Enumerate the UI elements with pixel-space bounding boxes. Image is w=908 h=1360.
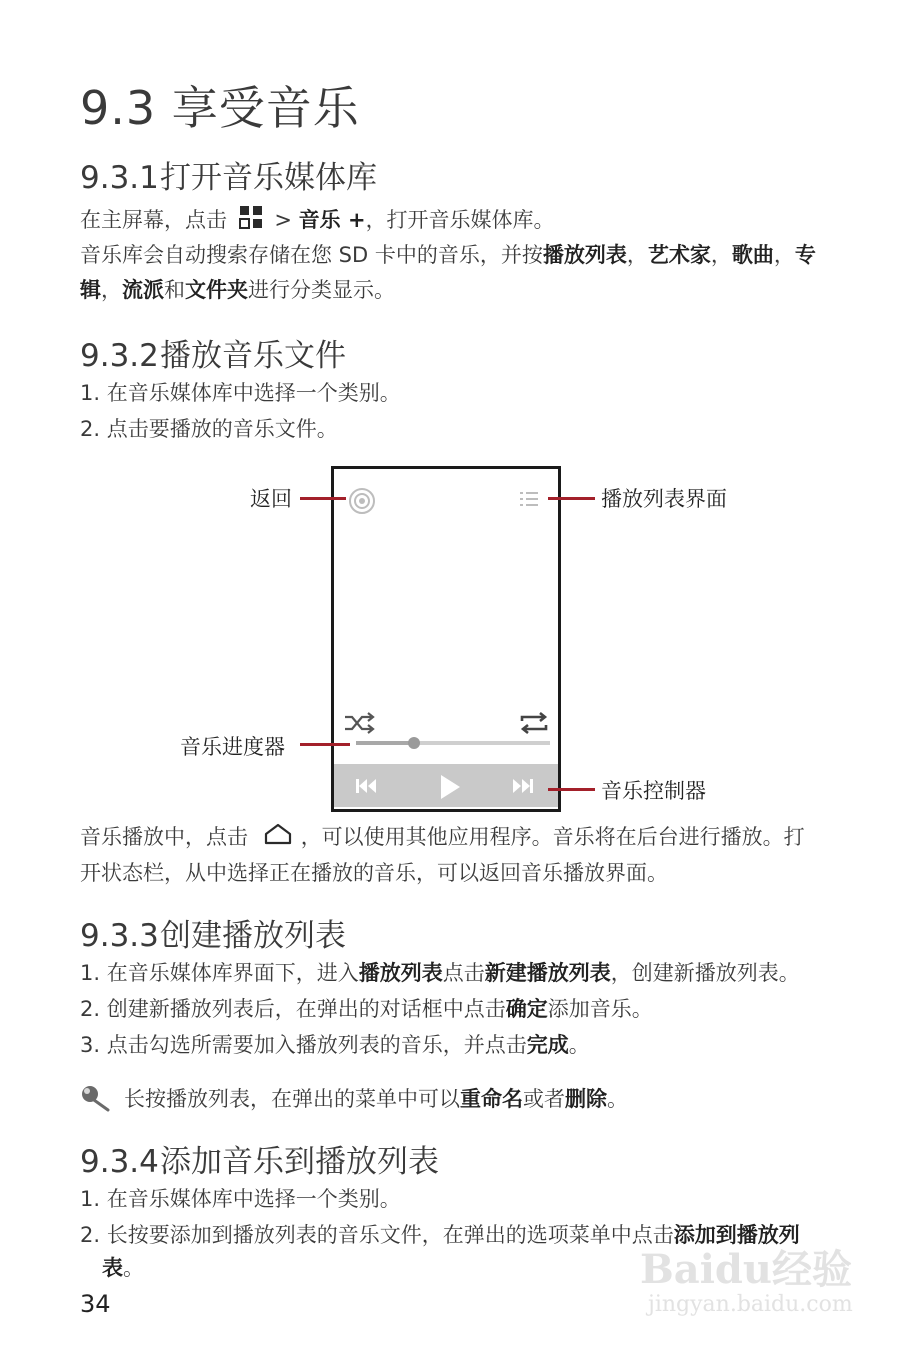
- previous-icon[interactable]: [354, 776, 378, 800]
- term-album-part2: 辑: [80, 278, 101, 302]
- text: 2. 长按要添加到播放列表的音乐文件，在弹出的选项菜单中点击: [80, 1223, 674, 1247]
- callout-leader: [548, 788, 595, 791]
- text: 添加音乐。: [547, 997, 653, 1021]
- term-new-playlist: 新建播放列表: [484, 961, 611, 985]
- paragraph-library-line1: [80, 240, 816, 270]
- subsection-heading-933: [80, 910, 346, 955]
- text: 进行分类显示。: [248, 278, 395, 302]
- text: 长按播放列表，在弹出的菜单中可以: [124, 1087, 460, 1111]
- text: 2. 创建新播放列表后，在弹出的对话框中点击: [80, 997, 506, 1021]
- subsection-number: 9.3.4: [80, 1144, 159, 1180]
- subsection-heading-934: [80, 1136, 439, 1181]
- list-item: [80, 1030, 590, 1060]
- next-icon[interactable]: [511, 776, 535, 800]
- subsection-heading-932: [80, 330, 346, 375]
- callout-controller: 音乐控制器: [601, 779, 706, 803]
- callout-progress: 音乐进度器: [180, 735, 285, 759]
- callout-playlist: 播放列表界面: [601, 487, 727, 511]
- text: >: [267, 208, 299, 232]
- separator: ，: [101, 278, 122, 302]
- list-item: 1. 在音乐媒体库中选择一个类别。: [80, 1187, 401, 1211]
- subsection-title: 打开音乐媒体库: [160, 160, 377, 196]
- text: 3. 点击勾选所需要加入播放列表的音乐，并点击: [80, 1033, 527, 1057]
- home-icon: [263, 823, 293, 853]
- term-done: 完成: [526, 1033, 569, 1057]
- list-item: [80, 958, 800, 988]
- subsection-number: 9.3.3: [80, 918, 159, 954]
- subsection-heading-931: [80, 152, 377, 197]
- list-item: 2. 点击要播放的音乐文件。: [80, 417, 338, 441]
- callout-leader: [300, 497, 346, 500]
- callout-leader: [548, 497, 595, 500]
- text: ，创建新播放列表。: [610, 961, 800, 985]
- subsection-title: 添加音乐到播放列表: [160, 1144, 439, 1180]
- separator: ，: [626, 243, 648, 267]
- term-song: 歌曲: [731, 243, 774, 267]
- play-icon[interactable]: [438, 773, 462, 805]
- term-rename: 重命名: [460, 1087, 523, 1111]
- text: 音乐播放中，点击: [80, 825, 248, 849]
- section-title-text: 享受音乐: [171, 81, 360, 135]
- list-item: 1. 在音乐媒体库中选择一个类别。: [80, 381, 401, 405]
- tip-icon: [80, 1083, 114, 1117]
- watermark-url: jingyan.baidu.com: [648, 1292, 853, 1317]
- paragraph-background-play-line2: 开状态栏，从中选择正在播放的音乐，可以返回音乐播放界面。: [80, 861, 668, 885]
- text: ，打开音乐媒体库。: [365, 208, 555, 232]
- subsection-number: 9.3.1: [80, 160, 159, 196]
- playlist-icon[interactable]: [518, 489, 540, 513]
- subsection-title: 播放音乐文件: [160, 338, 346, 374]
- term-delete: 删除: [565, 1087, 607, 1111]
- text: 。: [568, 1033, 590, 1057]
- progress-fill: [356, 741, 414, 745]
- music-app-label: 音乐 +: [298, 208, 366, 232]
- term-artist: 艺术家: [647, 243, 711, 267]
- section-title: [80, 72, 360, 138]
- text: 或者: [523, 1087, 565, 1111]
- term-album-part1: 专: [794, 243, 816, 267]
- text: 点击: [442, 961, 485, 985]
- separator: ，: [773, 243, 795, 267]
- term-confirm: 确定: [505, 997, 548, 1021]
- term-add-to-playlist-part1: 添加到播放列: [673, 1223, 800, 1247]
- list-item: [80, 994, 653, 1024]
- term-genre: 流派: [122, 278, 164, 302]
- text: 。: [607, 1087, 628, 1111]
- text: 音乐库会自动搜索存储在您 SD 卡中的音乐，并按: [80, 243, 543, 267]
- section-number: 9.3: [80, 81, 157, 135]
- progress-track[interactable]: [356, 741, 550, 745]
- watermark: [640, 1248, 853, 1318]
- term-folder: 文件夹: [185, 278, 248, 302]
- shuffle-icon[interactable]: [343, 711, 375, 739]
- back-icon[interactable]: [348, 487, 376, 519]
- tip-text: [124, 1084, 628, 1114]
- text: 在主屏幕，点击: [80, 208, 227, 232]
- list-item-continuation: [102, 1253, 144, 1283]
- page-number: 34: [80, 1290, 111, 1318]
- repeat-icon[interactable]: [518, 711, 550, 739]
- term-playlist: 播放列表: [542, 243, 627, 267]
- term-playlist: 播放列表: [358, 961, 443, 985]
- text: ，可以使用其他应用程序。音乐将在后台进行播放。打: [300, 825, 805, 849]
- text: 1. 在音乐媒体库界面下，进入: [80, 961, 359, 985]
- subsection-number: 9.3.2: [80, 338, 159, 374]
- subsection-title: 创建播放列表: [160, 918, 346, 954]
- callout-leader: [300, 743, 350, 746]
- paragraph-background-play-line1: [80, 822, 805, 853]
- text: 。: [123, 1256, 144, 1280]
- callout-back: 返回: [250, 487, 292, 511]
- apps-grid-icon: [238, 204, 264, 238]
- paragraph-library-line2: [80, 275, 395, 305]
- paragraph-open-library: [80, 204, 555, 238]
- separator: ，: [710, 243, 732, 267]
- term-add-to-playlist-part2: 表: [102, 1256, 123, 1280]
- text: 和: [164, 278, 185, 302]
- watermark-brand: Baidu经验: [640, 1246, 852, 1293]
